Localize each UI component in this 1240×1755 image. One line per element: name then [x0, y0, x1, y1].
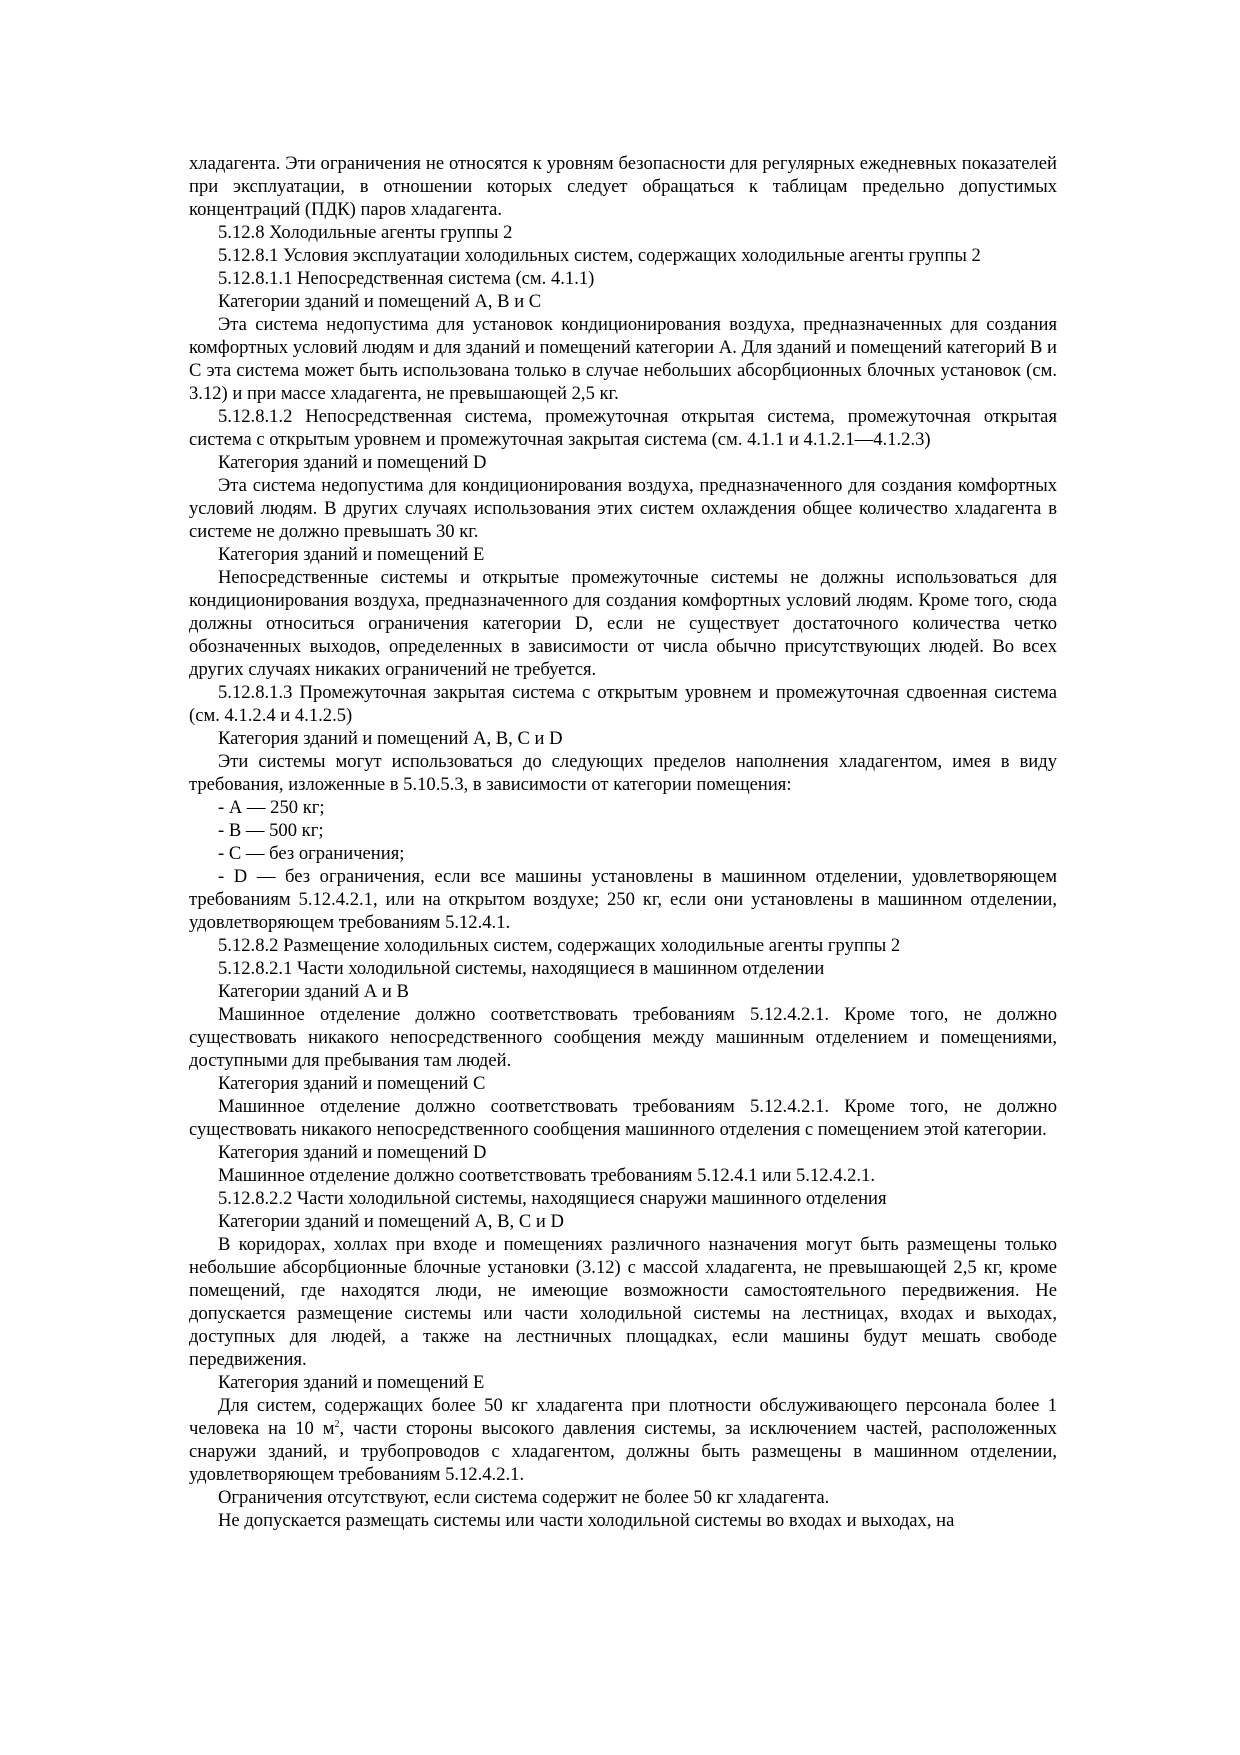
- text-before-superscript: Для систем, содержащих более 50 кг хладагента при плотности обслуживающего персонала более 1 человека на 10 м: [189, 1395, 1057, 1439]
- category-label: Категории зданий и помещений А, В и С: [218, 291, 542, 312]
- paragraph: Эти системы могут использоваться до следующих пределов наполнения хладагентом, имея в виду требования, изложенные в 5.10.5.3, в зависимости от категории помещения:: [189, 751, 1057, 795]
- superscript: 2: [334, 1418, 340, 1430]
- paragraph: Машинное отделение должно соответствовать требованиям 5.12.4.2.1. Кроме того, не должно существовать никакого непосредственного сообщения между машинным отделением и помещениями, доступными для пребывания там людей.: [189, 1004, 1057, 1071]
- paragraph: Машинное отделение должно соответствовать требованиям 5.12.4.1 или 5.12.4.2.1.: [218, 1165, 876, 1186]
- text-after-superscript: , части стороны высокого давления системы, за исключением частей, расположенных снаружи зданий, и трубопроводов с хладагентом, должны быть размещены в машинном отделении, удовлетворяющем требованиям 5.12.4.2.1.: [189, 1418, 1057, 1485]
- section-heading: 5.12.8.1.3 Промежуточная закрытая система с открытым уровнем и промежуточная сдвоенная система (см. 4.1.2.4 и 4.1.2.5): [189, 682, 1057, 726]
- document-page: [189, 152, 1057, 1532]
- section-heading: 5.12.8.1.2 Непосредственная система, промежуточная открытая система, промежуточная открытая система с открытым уровнем и промежуточная закрытая система (см. 4.1.1 и 4.1.2.1—4.1.2.3): [189, 406, 1057, 450]
- section-heading: 5.12.8.1.1 Непосредственная система (см. 4.1.1): [218, 268, 595, 289]
- list-item: - D — без ограничения, если все машины установлены в машинном отделении, удовлетворяющем требованиям 5.12.4.2.1, или на открытом воздухе; 250 кг, если они установлены в машинном отделении, удовлетворяющем требованиям 5.12.4.1.: [189, 866, 1057, 933]
- paragraph: Непосредственные системы и открытые промежуточные системы не должны использоваться для кондиционирования воздуха, предназначенного для создания комфортных условий людям. Кроме того, сюда должны относиться ограничения категории D, если не существует достаточного количества четко обозначенных выходов, определенных в зависимости от числа обычно присутствующих людей. Во всех других случаях никаких ограничений не требуется.: [189, 567, 1057, 680]
- list-item: - С — без ограничения;: [218, 843, 405, 864]
- paragraph: Эта система недопустима для кондиционирования воздуха, предназначенного для создания комфортных условий людям. В других случаях использования этих систем охлаждения общее количество хладагента в системе не должно превышать 30 кг.: [189, 475, 1057, 542]
- category-label: Категория зданий и помещений D: [218, 1142, 487, 1163]
- paragraph-cut-off: Не допускается размещать системы или части холодильной системы во входах и выходах, на: [218, 1510, 955, 1531]
- section-heading: 5.12.8.2.2 Части холодильной системы, находящиеся снаружи машинного отделения: [218, 1188, 887, 1209]
- list-item: - А — 250 кг;: [218, 797, 325, 818]
- paragraph-continuation: хладагента. Эти ограничения не относятся к уровням безопасности для регулярных ежедневных показателей при эксплуатации, в отношении которых следует обращаться к таблицам предельно допустимых концентраций (ПДК) паров хладагента.: [189, 153, 1057, 220]
- section-heading: 5.12.8.2.1 Части холодильной системы, находящиеся в машинном отделении: [218, 958, 825, 979]
- category-label: Категория зданий и помещений Е: [218, 544, 485, 565]
- category-label: Категория зданий и помещений Е: [218, 1372, 485, 1393]
- category-label: Категория зданий и помещений А, В, С и D: [218, 728, 563, 749]
- list-item: - В — 500 кг;: [218, 820, 324, 841]
- category-label: Категории зданий А и В: [218, 981, 409, 1002]
- section-heading: 5.12.8.2 Размещение холодильных систем, содержащих холодильные агенты группы 2: [218, 935, 901, 956]
- paragraph: Машинное отделение должно соответствовать требованиям 5.12.4.2.1. Кроме того, не должно существовать никакого непосредственного сообщения машинного отделения с помещением этой категории.: [189, 1096, 1057, 1140]
- category-label: Категории зданий и помещений А, В, С и D: [218, 1211, 564, 1232]
- section-heading: 5.12.8.1 Условия эксплуатации холодильных систем, содержащих холодильные агенты группы 2: [218, 245, 981, 266]
- category-label: Категория зданий и помещений С: [218, 1073, 486, 1094]
- section-heading: 5.12.8 Холодильные агенты группы 2: [218, 222, 513, 243]
- paragraph: Эта система недопустима для установок кондиционирования воздуха, предназначенных для создания комфортных условий людям и для зданий и помещений категории А. Для зданий и помещений категорий В и С эта система может быть использована только в случае небольших абсорбционных блочных установок (см. 3.12) и при массе хладагента, не превышающей 2,5 кг.: [189, 314, 1057, 404]
- paragraph-with-superscript: [189, 1394, 1057, 1486]
- category-label: Категория зданий и помещений D: [218, 452, 487, 473]
- paragraph: Ограничения отсутствуют, если система содержит не более 50 кг хладагента.: [218, 1487, 830, 1508]
- paragraph: В коридорах, холлах при входе и помещениях различного назначения могут быть размещены только небольшие абсорбционные блочные установки (3.12) с массой хладагента, не превышающей 2,5 кг, кроме помещений, где находятся люди, не имеющие возможности самостоятельного передвижения. Не допускается размещение системы или части холодильной системы на лестницах, входах и выходах, доступных для людей, а также на лестничных площадках, если машины будут мешать свободе передвижения.: [189, 1234, 1057, 1370]
